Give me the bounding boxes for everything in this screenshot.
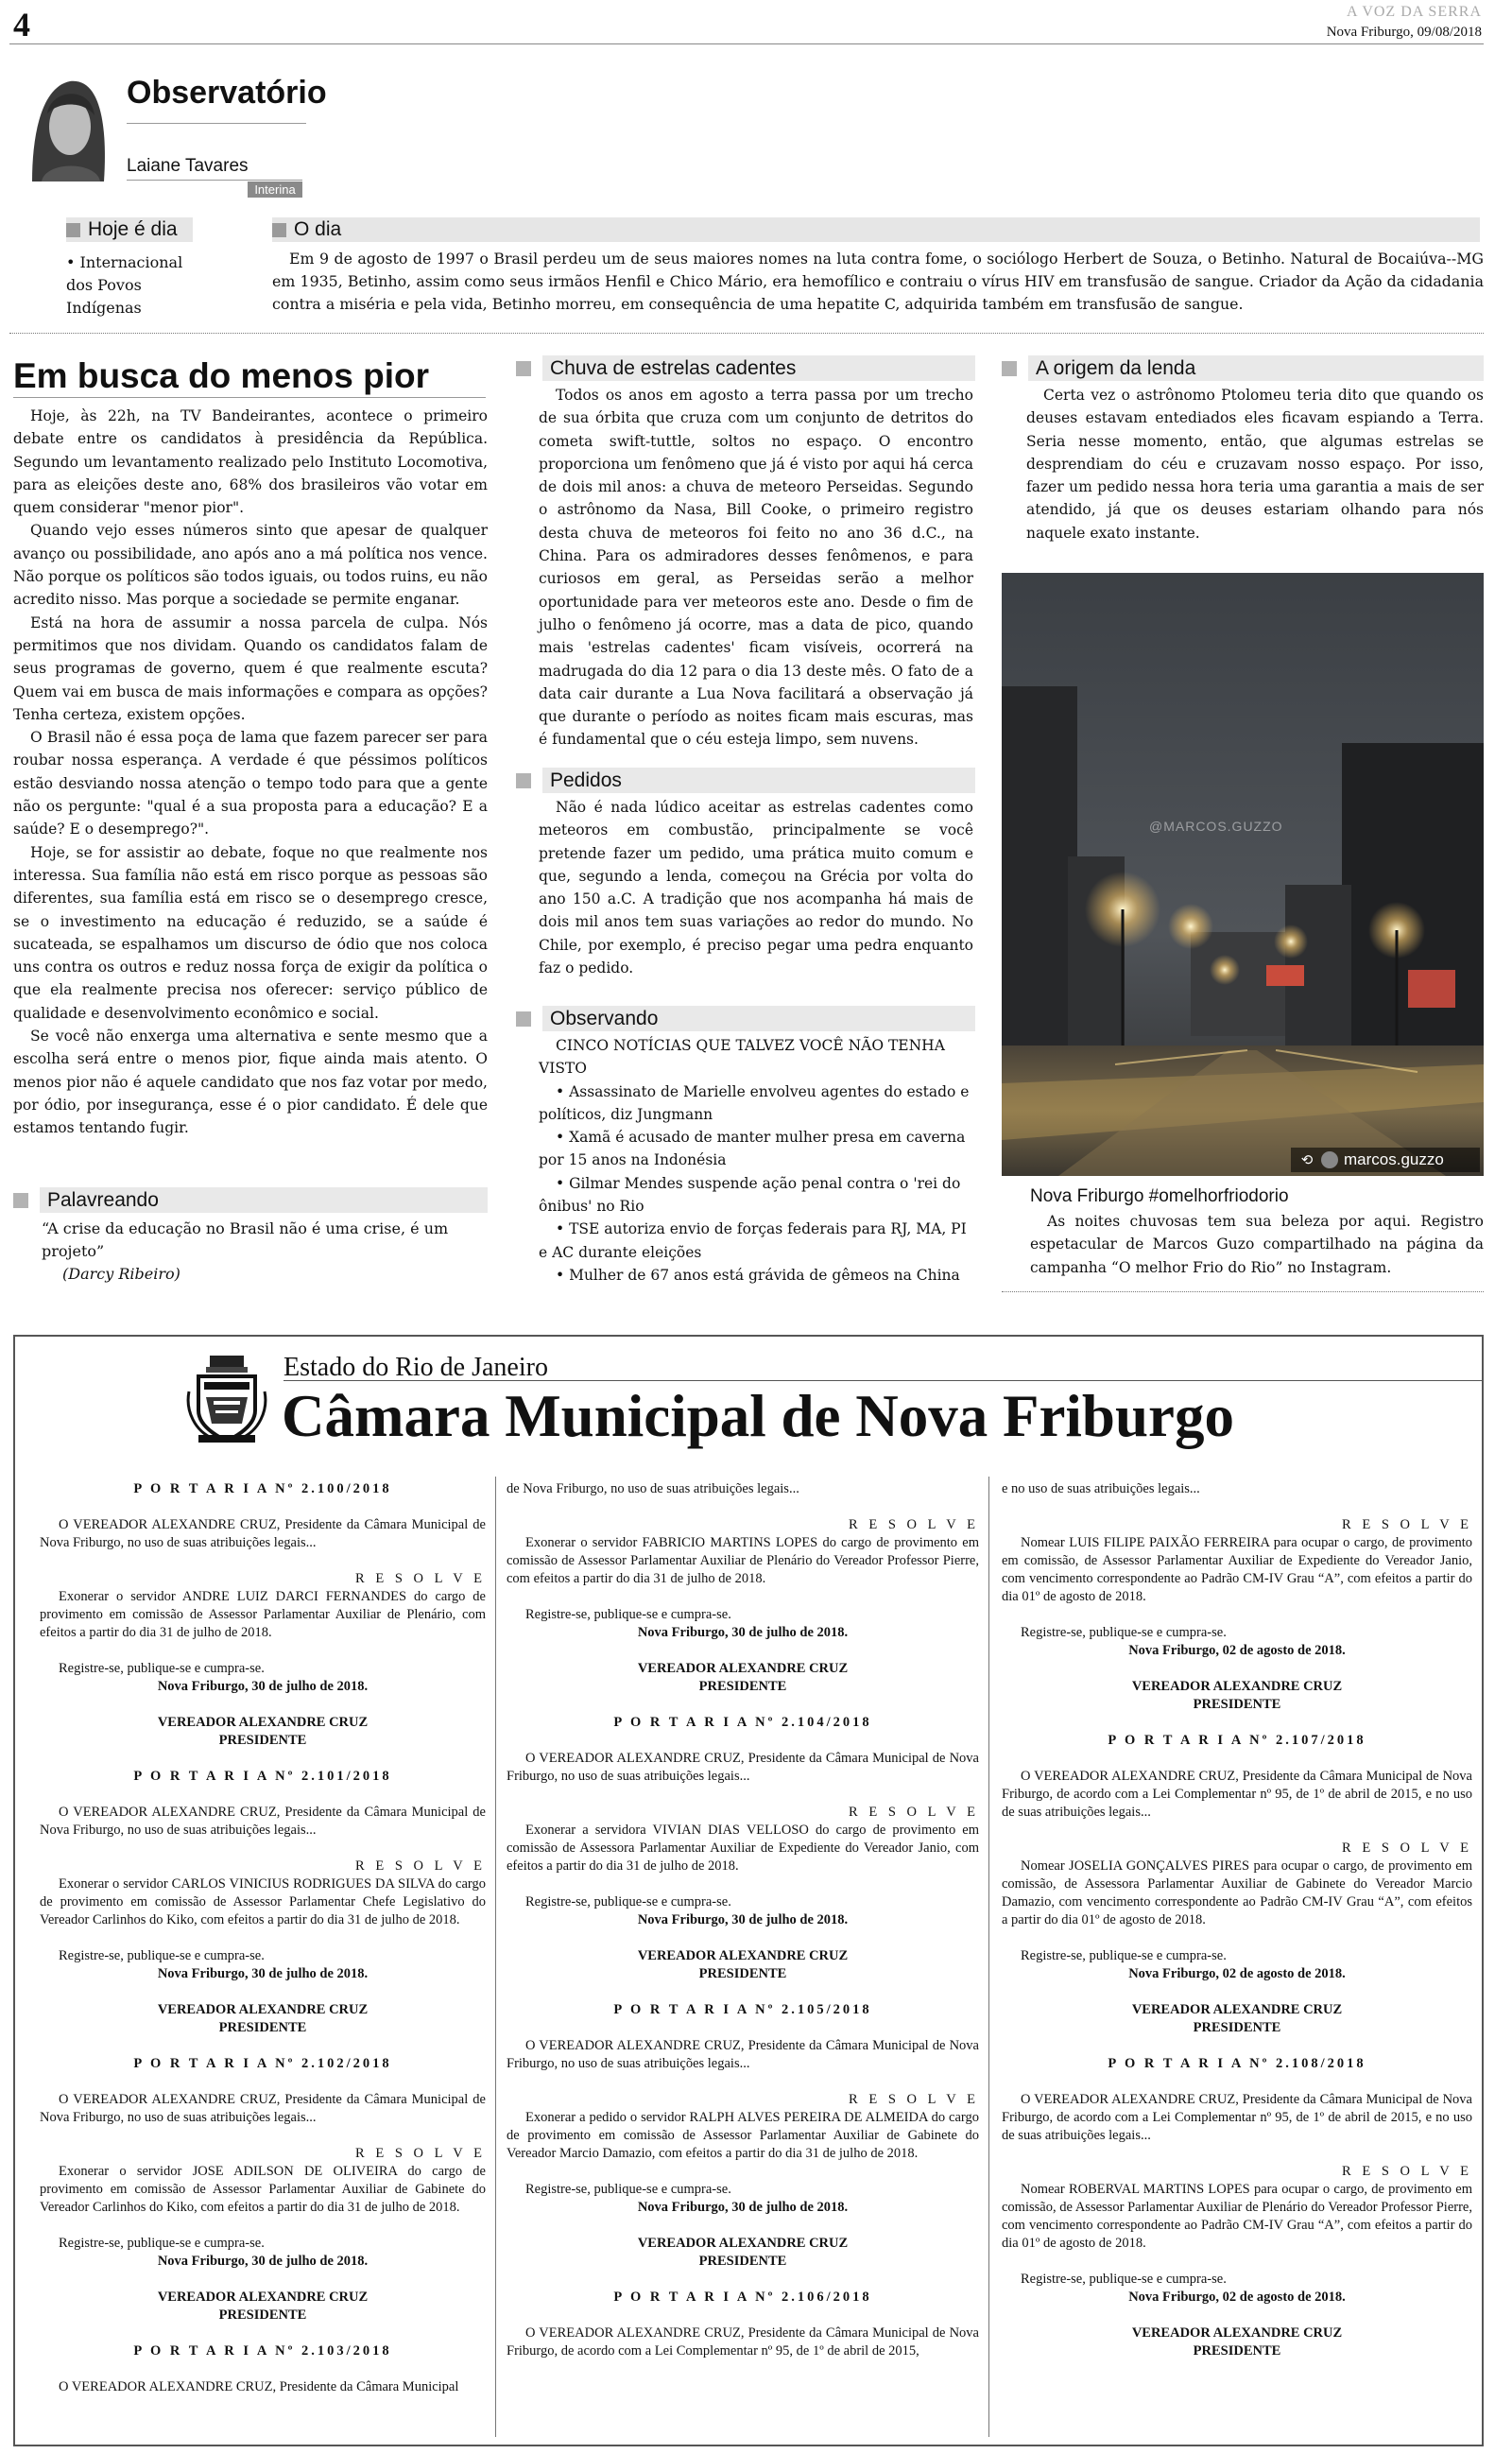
article-paragraph: Está na hora de assumir a nossa parcela de culpa. Nós permitimos que nos dividam. Quando os candidatos falam de seus programas de governo, quem é que realmente escuta? Quem vai em busca de mais informações e compara as opções? Tenha certeza, existem opções. [13,614,488,723]
observando-item: • Assassinato de Marielle envolveu agentes do estado e políticos, diz Jungmann [539,1082,970,1123]
column-title: Observatório [127,75,327,111]
article-paragraph: Se você não enxerga uma alternativa e sente mesmo que a escolha será entre o menos pior, fique ainda mais atento. O menos pior não é aquele candidato que nos faz votar por medo, por ódio, por insegurança, esse é o pior candidato. É dele que estamos tentando fugir. [13,1028,488,1137]
heading-marker-icon [516,361,531,376]
heading-marker-icon [272,223,286,237]
portaria-intro: O VEREADOR ALEXANDRE CRUZ, Presidente da Câmara Municipal de Nova Friburgo, de acordo com a Lei Complementar nº 95, de 1º de abril de 2015, e no uso de suas atribuições legais... [1002,2092,1472,2143]
portaria-intro: O VEREADOR ALEXANDRE CRUZ, Presidente da Câmara Municipal de Nova Friburgo, no uso de suas atribuições legais... [507,2038,979,2071]
repost-icon: ⟲ [1300,1152,1314,1168]
photo-caption-title: Nova Friburgo #omelhorfriodorio [1030,1186,1289,1206]
issue-date: Nova Friburgo, 09/08/2018 [1326,25,1482,40]
signature-name: VEREADOR ALEXANDRE CRUZ [1131,2002,1343,2017]
portaria-body: Exonerar o servidor ANDRE LUIZ DARCI FERNANDES do cargo de provimento em comissão de Assessor Parlamentar Auxiliar de Plenário, com efeitos a partir do dia 31 de julho de 2018. [40,1589,486,1640]
hoje-heading: Hoje é dia [66,217,193,242]
avatar [1321,1151,1338,1168]
signature-name: VEREADOR ALEXANDRE CRUZ [637,2236,849,2251]
signature-name: VEREADOR ALEXANDRE CRUZ [1131,1679,1343,1694]
resolve-label: R E S O L V E [355,2146,486,2161]
signature-title: PRESIDENTE [1193,2343,1281,2359]
portaria-title: P O R T A R I A Nº 2.107/2018 [1108,1733,1366,1748]
portaria-title: P O R T A R I A Nº 2.104/2018 [613,1715,872,1730]
heading-marker-icon [66,223,80,237]
registre-line: Registre-se, publique-se e cumpra-se. [1021,1948,1227,1963]
portaria-body: Exonerar a pedido o servidor RALPH ALVES PEREIRA DE ALMEIDA do cargo de provimento em comissão de Assessor Parlamentar Auxiliar de Gabinete do Vereador Marcio Damazio, com efeitos a partir do dia 31 de julho de 2018. [507,2110,979,2161]
camara-title: Câmara Municipal de Nova Friburgo [282,1383,1234,1449]
legal-column-1 [40,1480,486,2396]
column-divider [988,1477,989,2437]
signature-title: PRESIDENTE [218,2307,307,2323]
article-paragraph: Hoje, às 22h, na TV Bandeirantes, acontece o primeiro debate entre os candidatos à presidência da República. Segundo um levantamento realizado pelo Instituto Locomotiva, para as eleições deste ano, 68% dos brasileiros vão votar em quem considerar "menor pior". [13,407,488,517]
o-dia-heading: O dia [272,217,1480,242]
portaria-date: Nova Friburgo, 02 de agosto de 2018. [1128,1966,1346,1981]
portaria-date: Nova Friburgo, 30 de julho de 2018. [157,1966,369,1981]
portaria-date: Nova Friburgo, 30 de julho de 2018. [637,1625,849,1640]
pedidos-heading: Pedidos [516,768,975,793]
photo-watermark: @MARCOS.GUZZO [1149,819,1283,834]
portaria-intro: O VEREADOR ALEXANDRE CRUZ, Presidente da Câmara Municipal [59,2379,459,2394]
header-rule [9,43,1484,44]
observando-intro: CINCO NOTÍCIAS QUE TALVEZ VOCÊ NÃO TENHA VISTO [539,1037,945,1078]
portaria-intro: O VEREADOR ALEXANDRE CRUZ, Presidente da Câmara Municipal de Nova Friburgo, no uso de suas atribuições legais... [507,1751,979,1784]
author-rule [127,180,302,181]
street-photo [1002,573,1484,1176]
resolve-label: R E S O L V E [849,1805,979,1820]
registre-line: Registre-se, publique-se e cumpra-se. [59,2236,265,2251]
registre-line: Registre-se, publique-se e cumpra-se. [59,1661,265,1676]
portaria-title: P O R T A R I A Nº 2.106/2018 [613,2290,872,2305]
portaria-date: Nova Friburgo, 30 de julho de 2018. [637,1912,849,1927]
resolve-label: R E S O L V E [849,1517,979,1532]
caption-rule [1002,1291,1484,1292]
palavreando-heading: Palavreando [13,1187,488,1213]
portaria-body: Nomear ROBERVAL MARTINS LOPES para ocupar o cargo, de provimento em comissão, de Assessor Parlamentar Auxiliar de Plenário do Vereador Professor Pierre, com vencimento correspondente ao Padrão CM-IV Grau “A”, com efeitos a partir do dia 01º de agosto de 2018. [1002,2182,1472,2251]
o-dia-text: Em 9 de agosto de 1997 o Brasil perdeu um de seus maiores nomes na luta contra fome, o sociólogo Herbert de Souza, o Betinho. Natural de Bocaiúva--MG em 1935, Betinho, assim como seus irmãos Henfil e Chico Mário, era hemofílico e contraiu o vírus HIV em transfusão de sangue. Criador da Ação da cidadania contra a miséria e pela vida, Betinho morreu, em consequência de uma hepatite C, adquirida também em transfusão de sangue. [272,250,1484,313]
registre-line: Registre-se, publique-se e cumpra-se. [525,1894,731,1910]
resolve-label: R E S O L V E [1342,2164,1472,2179]
article-title: Em busca do menos pior [13,356,429,395]
resolve-label: R E S O L V E [355,1571,486,1586]
signature-title: PRESIDENTE [218,1733,307,1748]
signature-title: PRESIDENTE [1193,2020,1281,2035]
observando-item: • Mulher de 67 anos está grávida de gêmeos na China [556,1266,960,1284]
portaria-date: Nova Friburgo, 02 de agosto de 2018. [1128,2290,1346,2305]
page-number: 4 [13,6,30,43]
observando-list [539,1034,973,1287]
portaria-intro-cont: e no uso de suas atribuições legais... [1002,1481,1200,1496]
portaria-intro-cont: de Nova Friburgo, no uso de suas atribuições legais... [507,1481,799,1496]
portaria-intro: O VEREADOR ALEXANDRE CRUZ, Presidente da Câmara Municipal de Nova Friburgo, de acordo com a Lei Complementar nº 95, de 1º de abril de 2015, e no uso de suas atribuições legais... [1002,1769,1472,1820]
origem-heading: A origem da lenda [1002,355,1484,381]
hoje-list [66,251,195,320]
signature-name: VEREADOR ALEXANDRE CRUZ [1131,2325,1343,2341]
portaria-date: Nova Friburgo, 30 de julho de 2018. [157,1679,369,1694]
signature-title: PRESIDENTE [1193,1697,1281,1712]
heading-marker-icon [1002,361,1017,376]
camara-state: Estado do Rio de Janeiro [284,1353,548,1382]
heading-marker-icon [13,1193,28,1208]
portaria-body: Exonerar o servidor FABRICIO MARTINS LOPES do cargo de provimento em comissão de Assessor Parlamentar Auxiliar de Plenário do Vereador Professor Pierre, com efeitos a partir do dia 31 de julho de 2018. [507,1535,979,1586]
hoje-item: • Internacional dos Povos Indígenas [66,253,183,317]
photo-caption-text: As noites chuvosas tem sua beleza por aqui. Registro espetacular de Marcos Guzo compartilhado na página da campanha “O melhor Frio do Rio” no Instagram. [1030,1213,1484,1276]
author-role-badge: Interina [248,181,302,198]
palavreando-quote: “A crise da educação no Brasil não é uma crise, é um projeto” [42,1219,449,1260]
portaria-body: Exonerar o servidor JOSE ADILSON DE OLIVEIRA do cargo de provimento em comissão de Assessor Parlamentar Auxiliar de Gabinete do Vereador Carlinhos do Kiko, com efeitos a partir do dia 31 de julho de 2018. [40,2164,486,2215]
article-title-rule [13,397,486,398]
pedidos-text: Não é nada lúdico aceitar as estrelas cadentes como meteoros em combustão, principalmente se você pretende fazer um pedido, uma prática muito comum e que, segundo a lenda, começou na Grécia por volta do ano 150 a.C. A tradição que nos acompanha há mais de dois mil anos tem suas variações ao redor do mundo. No Chile, por exemplo, é preciso pegar uma pedra enquanto faz o pedido. [539,799,973,977]
portaria-title: P O R T A R I A Nº 2.102/2018 [133,2056,392,2071]
author-name: Laiane Tavares [127,156,249,176]
section-dotted-rule [9,333,1484,334]
resolve-label: R E S O L V E [1342,1840,1472,1856]
legal-column-2 [507,1480,979,2360]
portaria-body: Nomear JOSELIA GONÇALVES PIRES para ocupar o cargo, de provimento em comissão, de Assessora Parlamentar Auxiliar de Gabinete do Vereador Marcio Damazio, com vencimento correspondente ao Padrão CM-IV Grau “A”, com efeitos a partir do dia 01º de agosto de 2018. [1002,1858,1472,1927]
portaria-title: P O R T A R I A Nº 2.101/2018 [133,1769,392,1784]
portaria-title: P O R T A R I A Nº 2.108/2018 [1108,2056,1366,2071]
registre-line: Registre-se, publique-se e cumpra-se. [1021,1625,1227,1640]
article-body [13,405,488,1140]
signature-name: VEREADOR ALEXANDRE CRUZ [157,2290,369,2305]
portaria-date: Nova Friburgo, 30 de julho de 2018. [637,2200,849,2215]
origem-text: Certa vez o astrônomo Ptolomeu teria dito que quando os deuses estavam entediados eles ficavam espiando a Terra. Seria nesse momento, então, que algumas estrelas se desprendiam do céu e cruzavam nosso espaço. Por isso, fazer um pedido nessa hora teria uma garantia a mais de ser atendido, já que os deuses estariam olhando para nós naquele exato instante. [1026,387,1484,542]
signature-title: PRESIDENTE [698,1966,787,1981]
portaria-body: Exonerar o servidor CARLOS VINICIUS RODRIGUES DA SILVA do cargo de provimento em comissão de Assessor Parlamentar Chefe Legislativo do Vereador Carlinhos do Kiko, com efeitos a partir do dia 31 de julho de 2018. [40,1876,486,1927]
portaria-title: P O R T A R I A Nº 2.105/2018 [613,2002,872,2017]
observando-item: • Xamã é acusado de manter mulher presa em caverna por 15 anos na Indonésia [539,1129,966,1169]
portaria-intro: O VEREADOR ALEXANDRE CRUZ, Presidente da Câmara Municipal de Nova Friburgo, no uso de suas atribuições legais... [40,1517,486,1550]
chuva-heading: Chuva de estrelas cadentes [516,355,975,381]
article-paragraph: O Brasil não é essa poça de lama que fazem parecer ser para roubar nossa esperança. A verdade é que péssimos políticos estão desviando nossa atenção o tempo todo para que a gente não os pergunte: "qual é a sua proposta para a educação? E a saúde? E o desemprego?". [13,729,488,838]
signature-name: VEREADOR ALEXANDRE CRUZ [637,1661,849,1676]
portaria-date: Nova Friburgo, 30 de julho de 2018. [157,2254,369,2269]
author-photo [13,68,119,181]
observando-item: • TSE autoriza envio de forças federais para RJ, MA, PI e AC durante eleições [539,1220,967,1261]
signature-name: VEREADOR ALEXANDRE CRUZ [637,1948,849,1963]
signature-title: PRESIDENTE [698,2254,787,2269]
article-paragraph: Quando vejo esses números sinto que apesar de qualquer avanço ou possibilidade, ano após ano a má política nos vence. Não porque os políticos são todos iguais, ou todos ruins, eu não acredito nisso. Mas porque a sociedade se permite enganar. [13,522,488,609]
portaria-date: Nova Friburgo, 02 de agosto de 2018. [1128,1643,1346,1658]
signature-title: PRESIDENTE [218,2020,307,2035]
photo-user-tag: ⟲ marcos.guzzo [1291,1148,1480,1172]
palavreando-attribution: (Darcy Ribeiro) [62,1265,180,1283]
portaria-body: Exonerar a servidora VIVIAN DIAS VELLOSO do cargo de provimento em comissão de Assessora Parlamentar Auxiliar de Expediente do Vereador Janio, com efeitos a partir do dia 31 de julho de 2018. [507,1823,979,1874]
chuva-text: Todos os anos em agosto a terra passa por um trecho de sua órbita que cruza com um conjunto de detritos do cometa swift-tuttle, soltos no espaço. O encontro proporciona um fenômeno que já é visto por aqui há cerca de dois mil anos: a chuva de meteoro Perseidas. Segundo o astrônomo da Nasa, Bill Cooke, o primeiro registro desta chuva de meteoros foi feito no ano 36 d.C., na China. Para os admiradores desses fenômenos, e para curiosos em geral, as Perseidas serão a melhor oportunidade para ver meteoros este ano. Desde o fim de julho o fenômeno já ocorre, mas a data de pico, quando mais 'estrelas cadentes' ficam visíveis, ocorrerá na madrugada do dia 12 para o dia 13 deste mês. O fato de a data cair durante a Lua Nova facilitará a observação já que durante o período as noites ficam mais escuras, mas é fundamental que o céu esteja limpo, sem nuvens. [539,387,973,749]
heading-marker-icon [516,773,531,788]
registre-line: Registre-se, publique-se e cumpra-se. [525,2182,731,2197]
portaria-body: Nomear LUIS FILIPE PAIXÃO FERREIRA para ocupar o cargo, de provimento em comissão, de Assessor Parlamentar Auxiliar de Expediente do Vereador Janio, com vencimento correspondente ao Padrão CM-IV Grau “A”, com efeitos a partir do dia 01º de agosto de 2018. [1002,1535,1472,1604]
title-rule [127,123,306,124]
registre-line: Registre-se, publique-se e cumpra-se. [59,1948,265,1963]
legal-column-3 [1002,1480,1472,2360]
observando-heading: Observando [516,1006,975,1031]
portaria-title: P O R T A R I A Nº 2.100/2018 [133,1481,392,1496]
registre-line: Registre-se, publique-se e cumpra-se. [1021,2272,1227,2287]
portaria-intro: O VEREADOR ALEXANDRE CRUZ, Presidente da Câmara Municipal de Nova Friburgo, de acordo com a Lei Complementar nº 95, de 1º de abril de 2015, [507,2325,979,2359]
signature-title: PRESIDENTE [698,1679,787,1694]
publication-name: A VOZ DA SERRA [1346,4,1482,20]
signature-name: VEREADOR ALEXANDRE CRUZ [157,1715,369,1730]
camara-title-rule [284,1380,1482,1381]
article-paragraph: Hoje, se for assistir ao debate, foque no que realmente nos interessa. Sua família não está em risco porque as pessoas são diferentes, sua família está em risco se o desemprego cresce, se o investimento na educação é reduzido, se a saúde é sucateada, se espalhamos um discurso de ódio que nos coloca uns contra os outros e reduz nossa força de exigir da política o que ela realmente precisa nos oferecer: serviço público de qualidade e desenvolvimento econômico e social. [13,843,488,1022]
observando-item: • Gilmar Mendes suspende ação penal contra o 'rei do ônibus' no Rio [539,1174,961,1216]
registre-line: Registre-se, publique-se e cumpra-se. [525,1607,731,1622]
resolve-label: R E S O L V E [849,2092,979,2107]
column-divider [495,1477,496,2437]
portaria-intro: O VEREADOR ALEXANDRE CRUZ, Presidente da Câmara Municipal de Nova Friburgo, no uso de suas atribuições legais... [40,1805,486,1838]
resolve-label: R E S O L V E [1342,1517,1472,1532]
heading-marker-icon [516,1011,531,1027]
portaria-intro: O VEREADOR ALEXANDRE CRUZ, Presidente da Câmara Municipal de Nova Friburgo, no uso de suas atribuições legais... [40,2092,486,2125]
camara-coat-of-arms-icon [185,1354,268,1444]
resolve-label: R E S O L V E [355,1858,486,1874]
portaria-title: P O R T A R I A Nº 2.103/2018 [133,2343,392,2359]
signature-name: VEREADOR ALEXANDRE CRUZ [157,2002,369,2017]
